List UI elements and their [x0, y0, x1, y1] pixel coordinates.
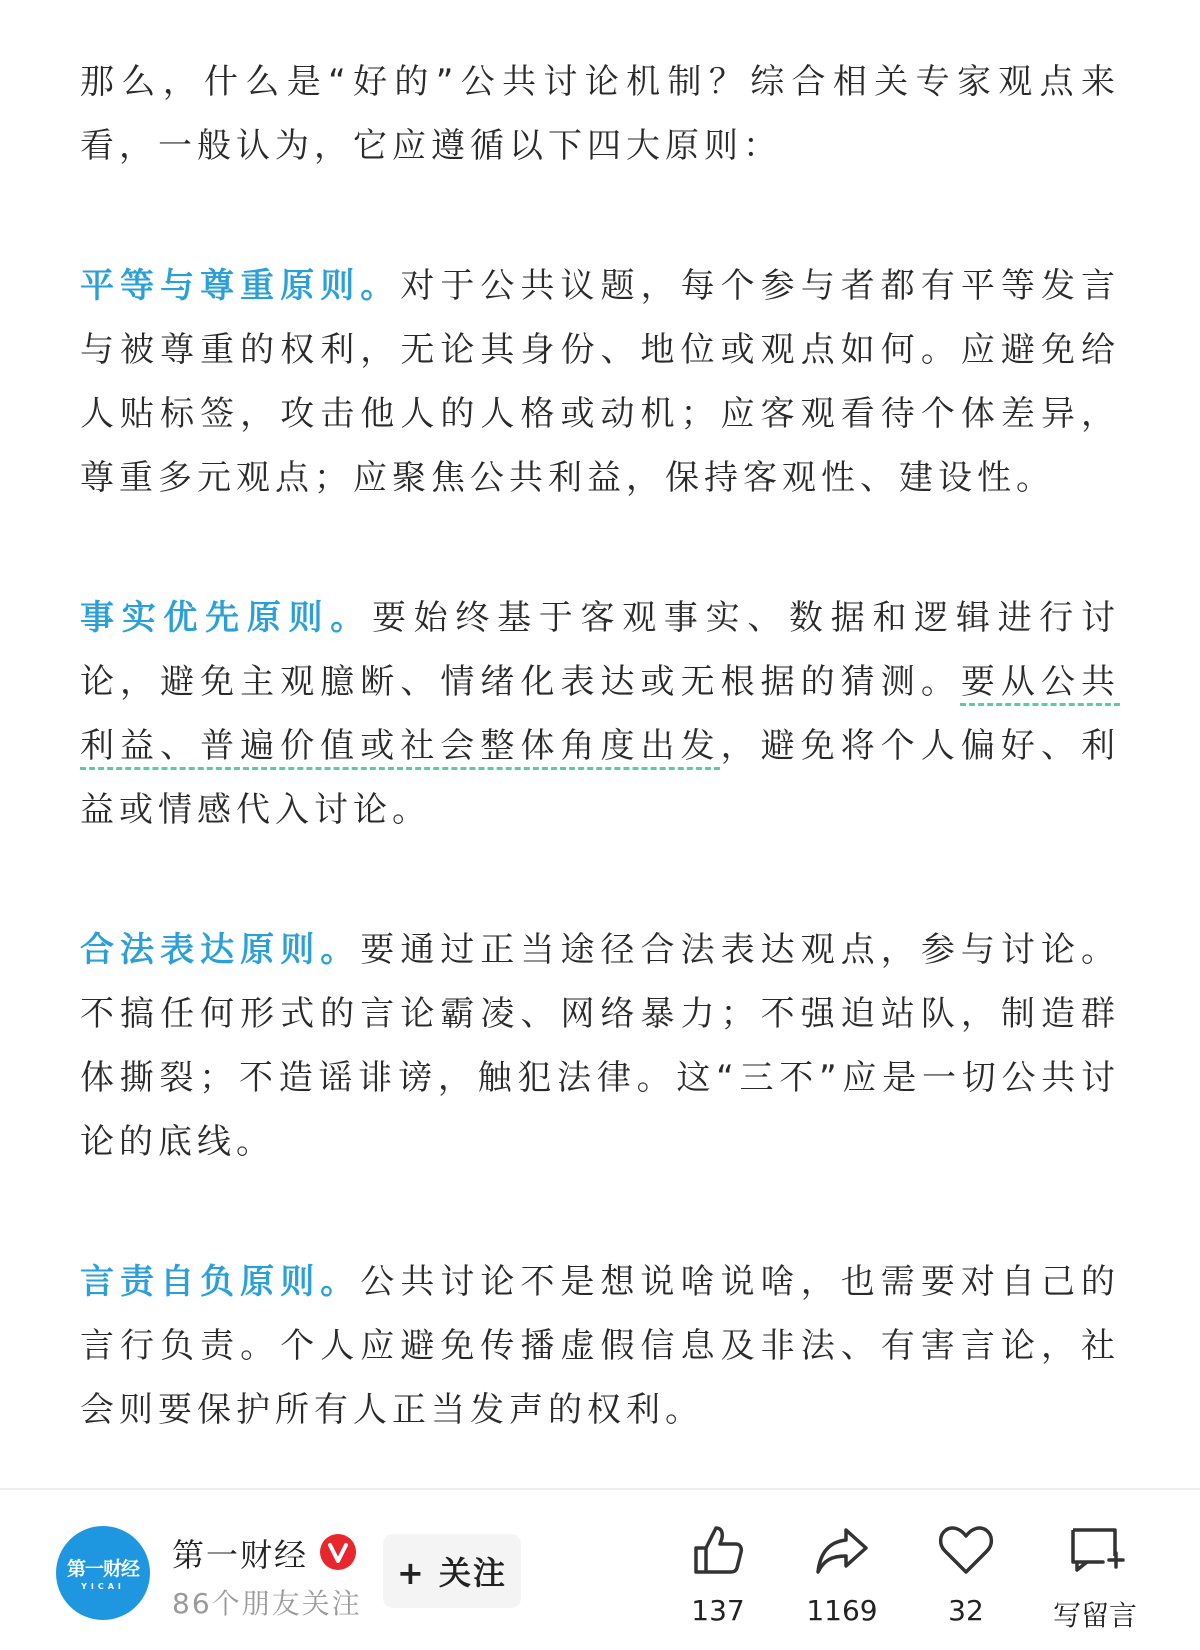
thumbs-up-icon [668, 1520, 768, 1580]
principle-text: 要始终基于客观事实、数据和逻辑进行讨论，避免主观臆断、情绪化表达或无根据的猜测。 [80, 598, 1121, 702]
heart-icon [916, 1520, 1016, 1580]
principle-text: 对于公共议题，每个参与者都有平等发言与被尊重的权利，无论其身份、地位或观点如何。应避免给人贴标签，攻击他人的人格或动机；应客观看待个体差异，尊重多元观点；应聚焦公共利益，保持客观性、建设性。 [80, 266, 1121, 498]
share-count: 1169 [806, 1594, 878, 1627]
principle-text: 要通过正当途径合法表达观点，参与讨论。不搞任何形式的言论霸凌、网络暴力；不强迫站队，制造群体撕裂；不造谣诽谤，触犯法律。这“三不”应是一切公共讨论的底线。 [80, 930, 1120, 1162]
principle-heading: 平等与尊重原则。 [80, 266, 401, 306]
principle-paragraph [80, 918, 1120, 1174]
principle-heading: 合法表达原则。 [80, 930, 361, 970]
account-name[interactable]: 第一财经 [172, 1536, 309, 1574]
principle-paragraph [80, 1250, 1120, 1442]
share-arrow-icon [792, 1520, 892, 1580]
highlighted-phrase[interactable]: 要从公共利益、普遍价值或社会整体角度出发 [80, 662, 1121, 766]
comment-button[interactable] [1040, 1520, 1150, 1650]
verified-icon [320, 1534, 356, 1570]
principle-text: ，避免将个人偏好、利益或情感代入讨论。 [80, 726, 1120, 830]
heart-count: 32 [948, 1594, 984, 1627]
avatar-sub-text: YICAI [81, 1582, 125, 1591]
share-button[interactable] [792, 1520, 892, 1627]
principle-paragraph [80, 254, 1120, 510]
principle-heading: 言责自负原则。 [80, 1262, 361, 1302]
avatar[interactable] [56, 1526, 150, 1620]
followers-count: 86个朋友关注 [172, 1587, 362, 1620]
principle-paragraph [80, 586, 1120, 842]
like-count: 137 [691, 1594, 745, 1627]
like-button[interactable] [668, 1520, 768, 1627]
bottom-action-bar [0, 1488, 1200, 1650]
principle-heading: 事实优先原则。 [80, 598, 372, 638]
follow-button[interactable]: + 关注 [383, 1534, 521, 1608]
favorite-button[interactable] [916, 1520, 1016, 1627]
comment-plus-icon [1040, 1520, 1150, 1580]
avatar-logo-text: 第一财经 [66, 1558, 139, 1580]
principle-text: 公共讨论不是想说啥说啥，也需要对自己的言行负责。个人应避免传播虚假信息及非法、有害言论，社会则要保护所有人正当发声的权利。 [80, 1262, 1120, 1430]
article-body [80, 50, 1120, 1442]
comment-label: 写留言 [1052, 1599, 1137, 1632]
intro-paragraph: 那么，什么是“好的”公共讨论机制？综合相关专家观点来看，一般认为，它应遵循以下四大原则： [80, 62, 1120, 166]
